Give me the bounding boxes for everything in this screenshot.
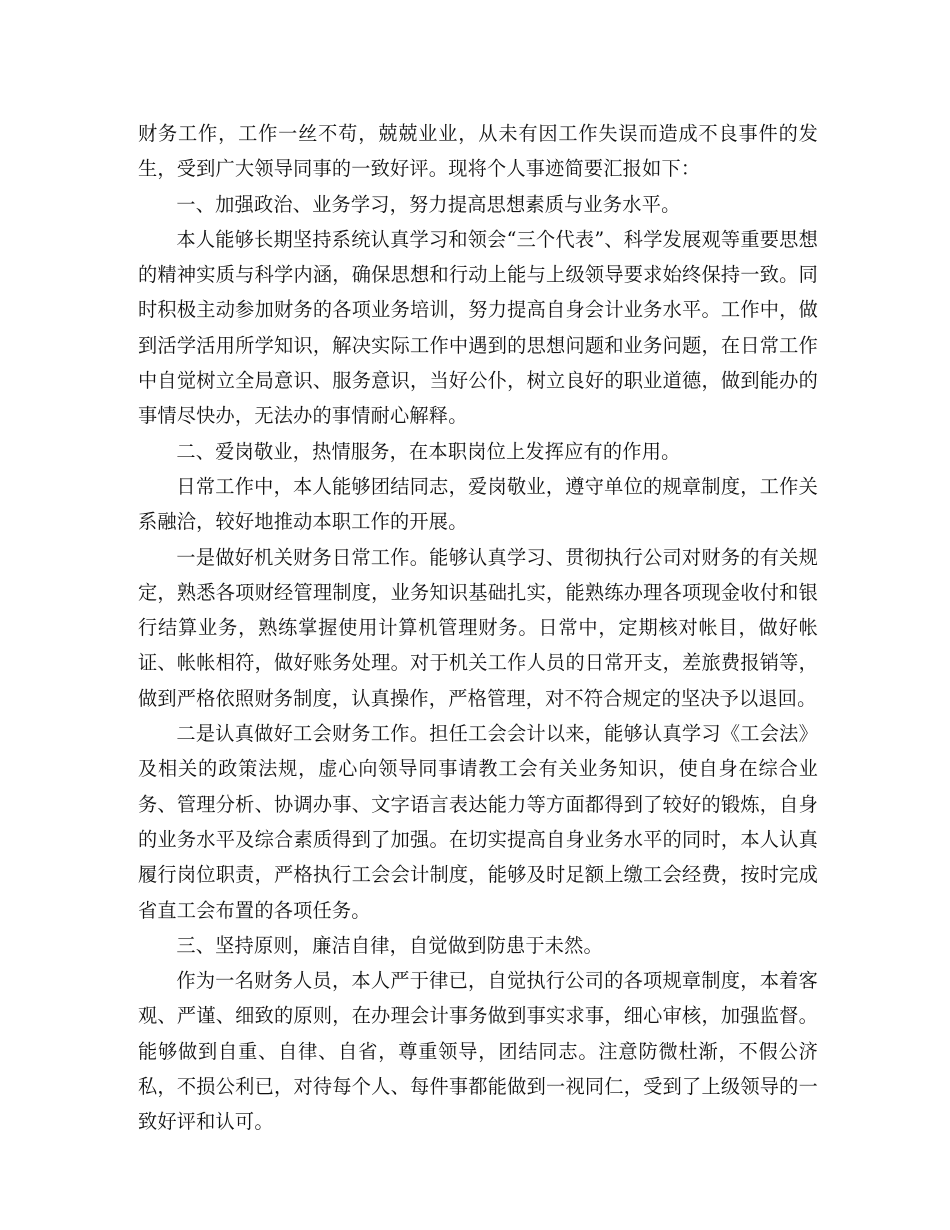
section-heading-1: 一、加强政治、业务学习，努力提高思想素质与业务水平。 <box>176 192 681 216</box>
paragraph: 财务工作，工作一丝不苟，兢兢业业，从未有因工作失误而造成不良事件的发生，受到广大领导同事的一致好评。现将个人事迹简要汇报如下： <box>138 122 818 181</box>
paragraph: 本人能够长期坚持系统认真学习和领会“三个代表”、科学发展观等重要思想的精神实质与科学内涵，确保思想和行动上能与上级领导要求始终保持一致。同时积极主动参加财务的各项业务培训，努力提高自身会计业务水平。工作中，做到活学活用所学知识，解决实际工作中遇到的思想问题和业务问题，在日常工作中自觉树立全局意识、服务意识，当好公仆，树立良好的职业道德，做到能办的事情尽快办，无法办的事情耐心解释。 <box>138 227 818 428</box>
section-heading-2: 二、爱岗敬业，热情服务，在本职岗位上发挥应有的作用。 <box>176 439 681 463</box>
section-heading-3: 三、坚持原则，廉洁自律，自觉做到防患于未然。 <box>176 933 603 957</box>
paragraph: 二是认真做好工会财务工作。担任工会会计以来，能够认真学习《工会法》及相关的政策法规，虚心向领导同事请教工会有关业务知识，使自身在综合业务、管理分析、协调办事、文字语言表达能力等方面都得到了较好的锻炼，自身的业务水平及综合素质得到了加强。在切实提高自身业务水平的同时，本人认真履行岗位职责，严格执行工会会计制度，能够及时足额上缴工会经费，按时完成省直工会布置的各项任务。 <box>138 722 818 922</box>
paragraph: 作为一名财务人员，本人严于律已，自觉执行公司的各项规章制度，本着客观、严谨、细致的原则，在办理会计事务做到事实求事，细心审核，加强监督。能够做到自重、自律、自省，尊重领导，团结同志。注意防微杜渐，不假公济私，不损公利已，对待每个人、每件事都能做到一视同仁，受到了上级领导的一致好评和认可。 <box>138 969 818 1134</box>
paragraph: 一是做好机关财务日常工作。能够认真学习、贯彻执行公司对财务的有关规定，熟悉各项财经管理制度，业务知识基础扎实，能熟练办理各项现金收付和银行结算业务，熟练掌握使用计算机管理财务。日常中，定期核对帐目，做好帐证、帐帐相符，做好账务处理。对于机关工作人员的日常开支，差旅费报销等，做到严格依照财务制度，认真操作，严格管理，对不符合规定的坚决予以退回。 <box>138 545 818 710</box>
paragraph: 日常工作中，本人能够团结同志，爱岗敬业，遵守单位的规章制度，工作关系融洽，较好地推动本职工作的开展。 <box>138 474 818 534</box>
document-body <box>138 116 818 1140</box>
